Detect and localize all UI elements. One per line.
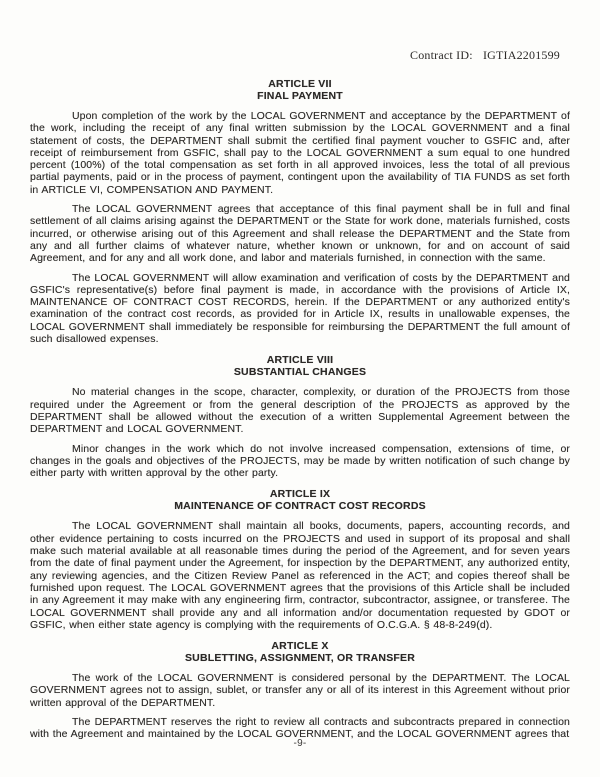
article-number: ARTICLE VII — [268, 78, 332, 90]
article-vii-heading — [30, 78, 570, 102]
article-number: ARTICLE IX — [269, 488, 331, 501]
article-viii-section — [30, 354, 570, 479]
article-number: ARTICLE X — [271, 640, 329, 653]
paragraph: The work of the LOCAL GOVERNMENT is considered personal by the DEPARTMENT. The LOCAL GOVERNMENT agrees not to assign, sublet, or transfer any or all of its interest in this Agreement without prior written approval of the DEPARTMENT. — [30, 672, 570, 709]
contract-id-line — [30, 48, 570, 62]
contract-id-label: Contract ID: — [410, 48, 473, 62]
article-x-heading — [30, 640, 570, 664]
article-ix-heading — [30, 488, 570, 512]
article-title: MAINTENANCE OF CONTRACT COST RECORDS — [174, 500, 426, 513]
paragraph: The LOCAL GOVERNMENT agrees that acceptance of this final payment shall be in full and final settlement of all claims arising against the DEPARTMENT or the State for work done, materials furnished, costs incurred, or otherwise arising out of this Agreement and shall release the DEPARTMENT and the State from any and all further claims of whatever nature, whether known or unknown, for and on account of said Agreement, and for any and all work done, and labor and materials furnished, in connection with the same. — [30, 203, 570, 265]
paragraph: Minor changes in the work which do not involve increased compensation, extensions of time, or changes in the goals and objectives of the PROJECTS, may be made by written notification of such change by either party with written approval by the other party. — [30, 442, 570, 480]
page-number: -9- — [293, 738, 307, 749]
article-number: ARTICLE VIII — [266, 354, 334, 367]
article-title: SUBSTANTIAL CHANGES — [233, 366, 367, 379]
article-x-section — [30, 640, 570, 740]
article-viii-heading — [30, 354, 570, 378]
contract-id-value: IGTIA2201599 — [482, 48, 560, 62]
paragraph: The LOCAL GOVERNMENT shall maintain all books, documents, papers, accounting records, and other evidence pertaining to costs incurred on the PROJECTS and used in support of its proposal and shall make such material available at all reasonable times during the period of the Agreement, and for seven years from the date of final payment under the Agreement, for inspection by the DEPARTMENT, any authorized entity, any reviewing agencies, and the Citizen Review Panel as referenced in the ACT; and copies thereof shall be furnished upon request. The LOCAL GOVERNMENT agrees that the provisions of this Article shall be included in any Agreement it may make with any engineering firm, contractor, subcontractor, assignee, or transferee. The LOCAL GOVERNMENT shall provide any and all information and/or documentation requested by GDOT or GSFIC, when either state agency is complying with the requirements of O.C.G.A. § 48-8-249(d). — [30, 520, 570, 631]
article-vii-section — [30, 78, 570, 345]
article-title: FINAL PAYMENT — [257, 90, 343, 102]
paragraph: The LOCAL GOVERNMENT will allow examination and verification of costs by the DEPARTMENT and GSFIC's representative(s) before final payment is made, in accordance with the provisions of Article IX, MAINTENANCE OF CONTRACT COST RECORDS, herein. If the DEPARTMENT or any authorized entity's examination of the contract cost records, as provided for in Article IX, results in unallowable expenses, the LOCAL GOVERNMENT shall immediately be responsible for reimbursing the DEPARTMENT the full amount of such disallowed expenses. — [30, 271, 570, 346]
paragraph: The DEPARTMENT reserves the right to review all contracts and subcontracts prepared in connection with the Agreement and maintained by the LOCAL GOVERNMENT, and the LOCAL GOVERNMENT agrees that — [30, 715, 570, 741]
article-ix-section — [30, 488, 570, 631]
paragraph: Upon completion of the work by the LOCAL GOVERNMENT and acceptance by the DEPARTMENT of the work, including the receipt of any final written submission by the LOCAL GOVERNMENT and a final statement of costs, the DEPARTMENT shall submit the certified final payment voucher to GSFIC and, after receipt of reimbursement from GSFIC, shall pay to the LOCAL GOVERNMENT a sum equal to one hundred percent (100%) of the total compensation as set forth in all approved invoices, less the total of all previous partial payments, paid or in the process of payment, contingent upon the availability of TIA FUNDS as set forth in ARTICLE VI, COMPENSATION AND PAYMENT. — [30, 110, 570, 196]
paragraph: No material changes in the scope, character, complexity, or duration of the PROJECTS from those required under the Agreement or from the general description of the PROJECTS as approved by the DEPARTMENT shall be allowed without the execution of a written Supplemental Agreement between the DEPARTMENT and LOCAL GOVERNMENT. — [30, 386, 570, 436]
article-title: SUBLETTING, ASSIGNMENT, OR TRANSFER — [184, 652, 416, 665]
